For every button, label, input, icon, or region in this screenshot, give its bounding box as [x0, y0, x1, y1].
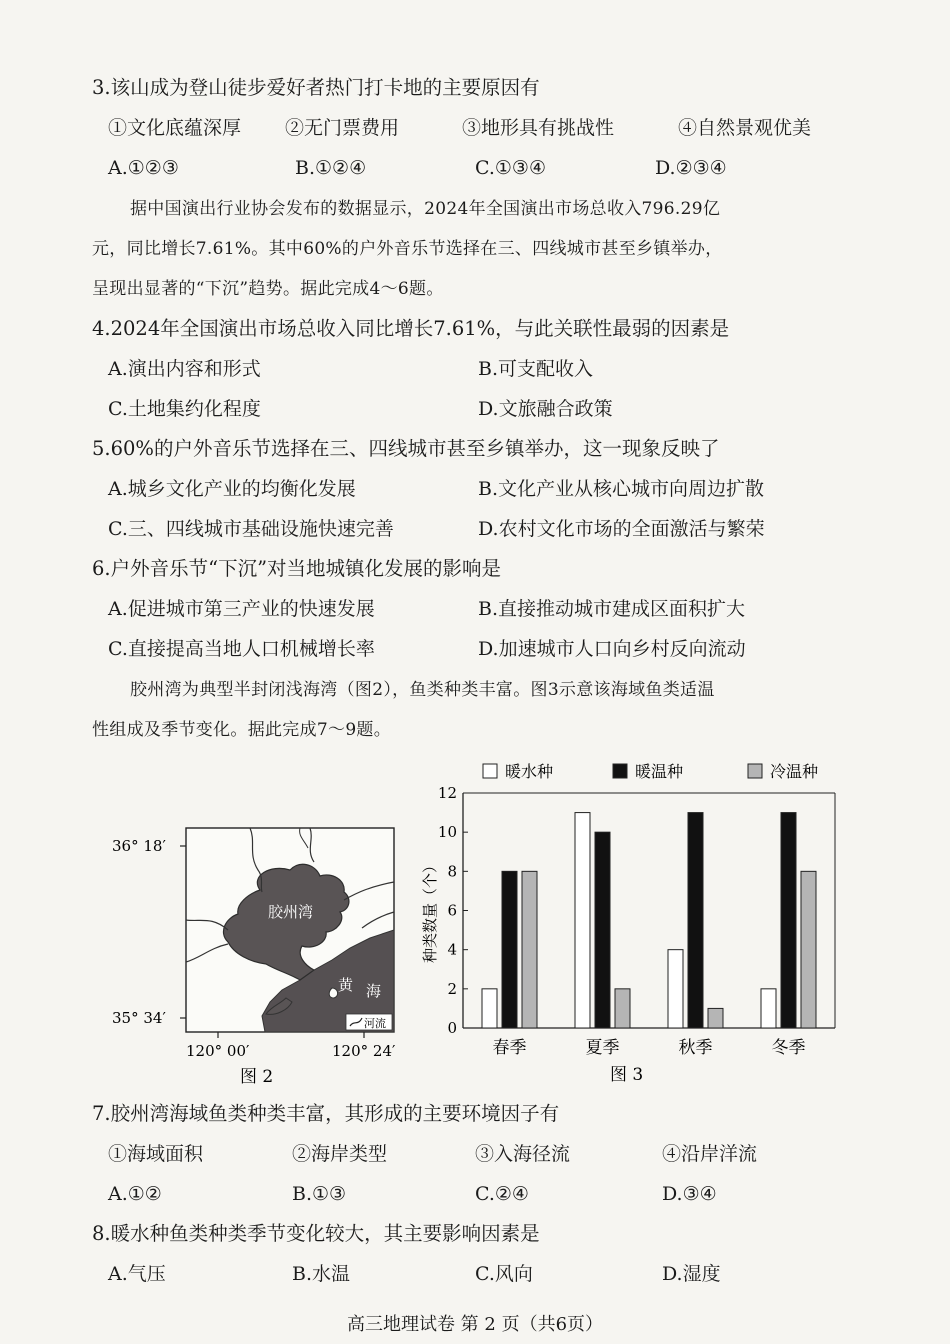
q3-item-2: ②无门票费用: [285, 117, 400, 139]
bar-秋季-暖水种: [668, 950, 683, 1028]
figure-3-caption: 图 3: [610, 1065, 644, 1085]
legend-swatch-2: [613, 764, 627, 778]
q4-option-d: D.文旅融合政策: [478, 398, 613, 420]
q6-option-b: B.直接推动城市建成区面积扩大: [478, 598, 746, 620]
q8-option-c: C.风向: [475, 1263, 533, 1285]
map-lat-top: 36° 18′: [112, 837, 166, 855]
map-legend-label: 河流: [364, 1017, 386, 1030]
q7-option-b: B.①③: [292, 1183, 347, 1205]
q7-option-c: C.②④: [475, 1183, 529, 1205]
q3-option-b: B.①②④: [295, 157, 367, 179]
q5-option-b: B.文化产业从核心城市向周边扩散: [478, 478, 765, 500]
q5-option-c: C.三、四线城市基础设施快速完善: [108, 518, 394, 540]
bar-冬季-暖水种: [761, 989, 776, 1028]
bar-冬季-冷温种: [801, 871, 816, 1028]
q5-option-a: A.城乡文化产业的均衡化发展: [108, 478, 356, 500]
q7-item-3: ③入海径流: [475, 1143, 571, 1165]
q4-option-a: A.演出内容和形式: [108, 358, 261, 380]
q5-stem: 5.60%的户外音乐节选择在三、四线城市甚至乡镇举办，这一现象反映了: [92, 437, 720, 460]
q8-option-a: A.气压: [108, 1263, 166, 1285]
q7-item-4: ④沿岸洋流: [662, 1143, 758, 1165]
legend-swatch-1: [483, 764, 497, 778]
x-tick-label: 夏季: [585, 1038, 620, 1058]
q7-item-1: ①海域面积: [108, 1143, 204, 1165]
map-lon-left: 120° 00′: [186, 1042, 250, 1060]
q4-option-c: C.土地集约化程度: [108, 398, 261, 420]
q6-option-a: A.促进城市第三产业的快速发展: [108, 598, 375, 620]
y-tick-label: 12: [437, 784, 457, 802]
q3-stem: 3.该山成为登山徒步爱好者热门打卡地的主要原因有: [92, 76, 540, 99]
legend-swatch-3: [748, 764, 762, 778]
legend-label-1: 暖水种: [505, 762, 554, 781]
bar-春季-暖水种: [482, 989, 497, 1028]
passage1-line-2: 元，同比增长7.61%。其中60%的户外音乐节选择在三、四线城市甚至乡镇举办，: [92, 239, 723, 259]
map-sea-label-1: 黄: [338, 976, 354, 994]
q3-item-4: ④自然景观优美: [678, 117, 812, 139]
bar-秋季-冷温种: [708, 1008, 723, 1028]
x-tick-label: 冬季: [771, 1038, 806, 1058]
y-tick-label: 2: [447, 979, 457, 998]
q3-item-3: ③地形具有挑战性: [462, 117, 615, 139]
passage1-line-3: 呈现出显著的“下沉”趋势。据此完成4～6题。: [92, 279, 444, 299]
island-small: [329, 988, 337, 998]
y-axis-label: 种类数量（个）: [421, 857, 439, 964]
bar-冬季-暖温种: [781, 813, 796, 1028]
passage1-line-1: 据中国演出行业协会发布的数据显示，2024年全国演出市场总收入796.29亿: [130, 199, 721, 219]
q3-option-c: C.①③④: [475, 157, 546, 179]
q5-option-d: D.农村文化市场的全面激活与繁荣: [478, 518, 765, 540]
map-lon-right: 120° 24′: [332, 1042, 396, 1060]
passage2-line-1: 胶州湾为典型半封闭浅海湾（图2），鱼类种类丰富。图3示意该海域鱼类适温: [130, 680, 715, 700]
y-tick-label: 0: [447, 1019, 457, 1037]
q6-option-d: D.加速城市人口向乡村反向流动: [478, 638, 746, 660]
map-bay-label: 胶州湾: [268, 903, 314, 921]
map-sea-label-2: 海: [366, 982, 382, 1000]
q8-option-b: B.水温: [292, 1263, 351, 1285]
q7-stem: 7.胶州湾海域鱼类种类丰富，其形成的主要环境因子有: [92, 1102, 560, 1125]
bar-春季-暖温种: [502, 871, 517, 1028]
y-tick-label: 4: [447, 940, 457, 959]
q3-item-1: ①文化底蕴深厚: [108, 117, 242, 139]
q7-item-2: ②海岸类型: [292, 1143, 388, 1165]
q4-stem: 4.2024年全国演出市场总收入同比增长7.61%，与此关联性最弱的因素是: [92, 317, 730, 340]
figure-3-chart: [405, 755, 855, 1090]
q3-option-a: A.①②③: [108, 157, 179, 179]
y-tick-label: 8: [447, 862, 457, 881]
y-tick-label: 6: [447, 901, 457, 920]
q8-stem: 8.暖水种鱼类种类季节变化较大，其主要影响因素是: [92, 1222, 540, 1245]
q7-option-d: D.③④: [662, 1183, 717, 1205]
figure-2-map: [100, 820, 420, 1090]
figure-2-caption: 图 2: [240, 1067, 274, 1087]
legend-label-2: 暖温种: [635, 762, 684, 781]
legend-label-3: 冷温种: [770, 762, 819, 781]
q6-stem: 6.户外音乐节“下沉”对当地城镇化发展的影响是: [92, 557, 502, 580]
q8-option-d: D.湿度: [662, 1263, 721, 1285]
q3-option-d: D.②③④: [655, 157, 727, 179]
passage2-line-2: 性组成及季节变化。据此完成7～9题。: [92, 720, 392, 740]
q4-option-b: B.可支配收入: [478, 358, 594, 380]
map-lat-bottom: 35° 34′: [112, 1009, 166, 1027]
q7-option-a: A.①②: [108, 1183, 162, 1205]
bar-夏季-暖水种: [575, 813, 590, 1028]
bar-夏季-冷温种: [615, 989, 630, 1028]
bar-秋季-暖温种: [688, 813, 703, 1028]
q6-option-c: C.直接提高当地人口机械增长率: [108, 638, 375, 660]
x-tick-label: 秋季: [678, 1038, 713, 1058]
y-tick-label: 10: [437, 823, 457, 842]
x-tick-label: 春季: [492, 1038, 527, 1058]
bar-夏季-暖温种: [595, 832, 610, 1028]
page-footer: 高三地理试卷 第 2 页（共6页）: [346, 1314, 604, 1335]
bar-春季-冷温种: [522, 871, 537, 1028]
